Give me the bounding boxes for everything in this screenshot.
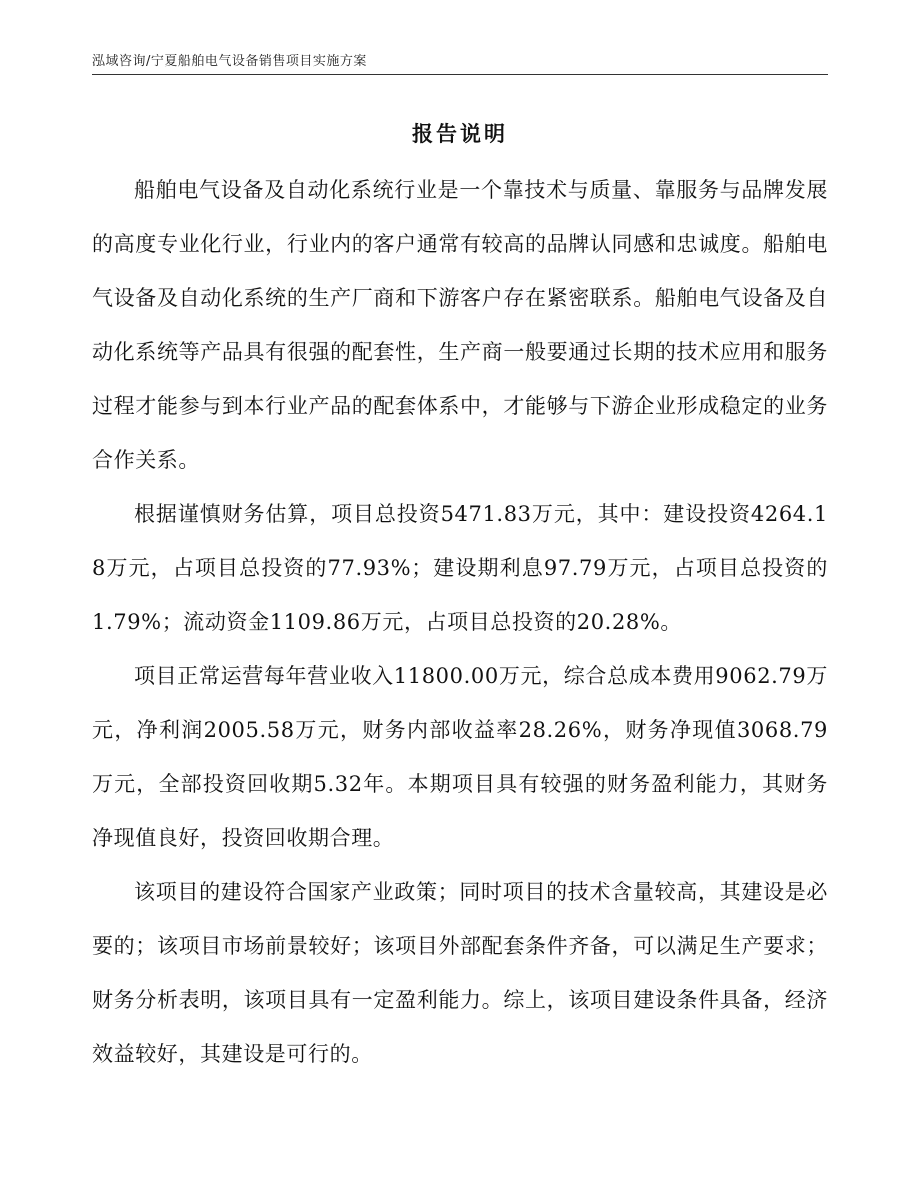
document-body bbox=[92, 163, 828, 1081]
paragraph-conclusion: 该项目的建设符合国家产业政策；同时项目的技术含量较高，其建设是必要的；该项目市场前景较好；该项目外部配套条件齐备，可以满足生产要求；财务分析表明，该项目具有一定盈利能力。综上，该项目建设条件具备，经济效益较好，其建设是可行的。 bbox=[92, 880, 828, 1066]
section-title: 报告说明 bbox=[412, 122, 508, 146]
paragraph-operating-returns: 项目正常运营每年营业收入11800.00万元，综合总成本费用9062.79万元，净利润2005.58万元，财务内部收益率28.26%，财务净现值3068.79万元，全部投资回收期5.32年。本期项目具有较强的财务盈利能力，其财务净现值良好，投资回收期合理。 bbox=[92, 664, 828, 850]
paragraph-industry-overview: 船舶电气设备及自动化系统行业是一个靠技术与质量、靠服务与品牌发展的高度专业化行业，行业内的客户通常有较高的品牌认同感和忠诚度。船舶电气设备及自动化系统的生产厂商和下游客户存在紧密联系。船舶电气设备及自动化系统等产品具有很强的配套性，生产商一般要通过长期的技术应用和服务过程才能参与到本行业产品的配套体系中，才能够与下游企业形成稳定的业务合作关系。 bbox=[92, 178, 828, 472]
paragraph-investment-estimate: 根据谨慎财务估算，项目总投资5471.83万元，其中：建设投资4264.18万元，占项目总投资的77.93%；建设期利息97.79万元，占项目总投资的1.79%；流动资金1109.86万元，占项目总投资的20.28%。 bbox=[92, 502, 828, 634]
running-header: 泓域咨询/宁夏船舶电气设备销售项目实施方案 bbox=[92, 54, 367, 69]
header-divider bbox=[92, 74, 828, 75]
